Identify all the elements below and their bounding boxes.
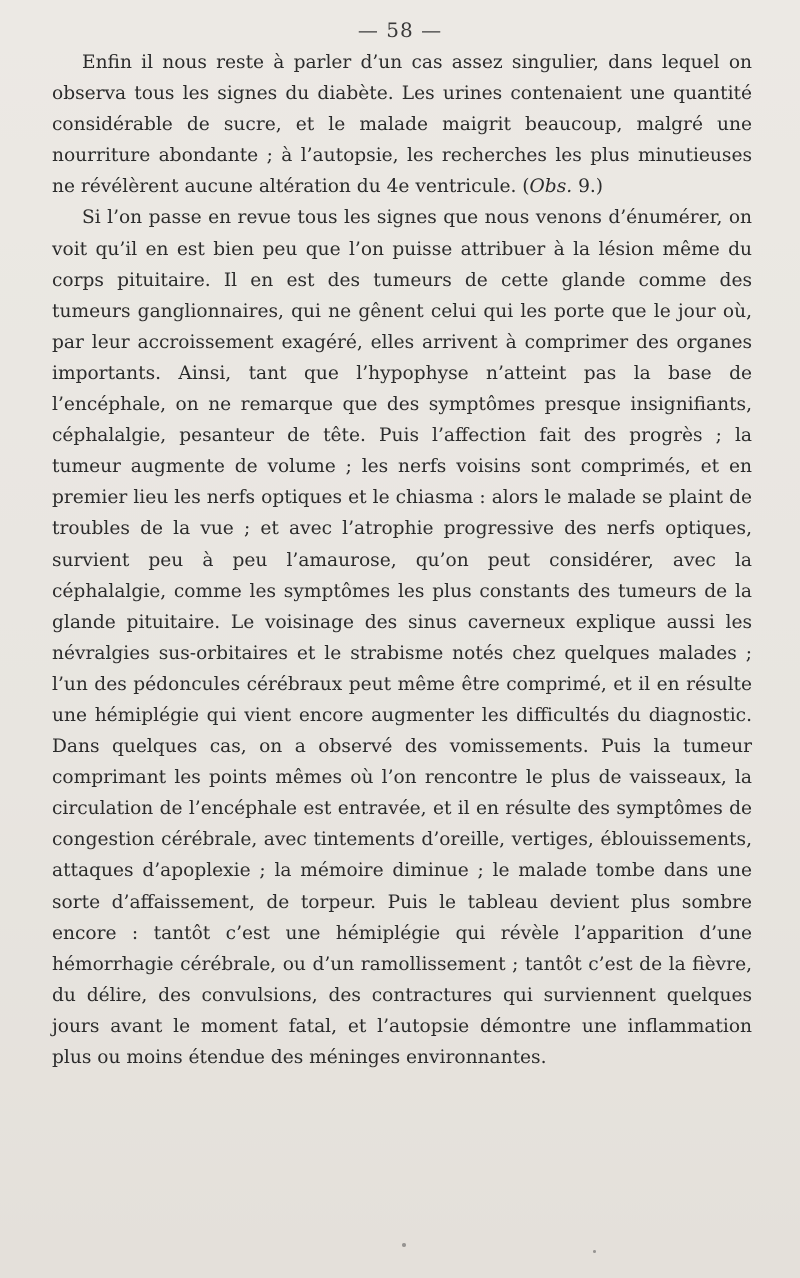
page-number: — 58 — xyxy=(357,18,443,42)
paragraph-1-tail: 9.) xyxy=(572,176,604,198)
paragraph-1 xyxy=(52,47,752,202)
obs-reference: Obs. xyxy=(529,176,573,198)
paragraph-2: Si l’on passe en revue tous les signes que nous venons d’énumérer, on voit qu’il en est bien peu que l’on puisse attribuer à la lésion même du corps pituitaire. Il en est des tumeurs de cette glande comme des tumeurs ganglionnaires, qui ne gênent celui qui les porte que le jour où, par leur accroissement exagéré, elles arrivent à comprimer des organes importants. Ainsi, tant que l’hypophyse n’atteint pas la base de l’encéphale, on ne remarque que des symptômes presque insignifiants, céphalalgie, pesanteur de tête. Puis l’affection fait des progrès ; la tumeur augmente de volume ; les nerfs voisins sont comprimés, et en premier lieu les nerfs optiques et le chiasma : alors le malade se plaint de troubles de la vue ; et avec l’atrophie progressive des nerfs optiques, survient peu à peu l’amaurose, qu’on peut considérer, avec la céphalalgie, comme les symptômes les plus constants des tumeurs de la glande pituitaire. Le voisinage des sinus caverneux explique aussi les névralgies sus-orbitaires et le strabisme notés chez quelques malades ; l’un des pédoncules cérébraux peut même être comprimé, et il en résulte une hémiplégie qui vient encore augmenter les difficultés du diagnostic. Dans quelques cas, on a observé des vomissements. Puis la tumeur comprimant les points mêmes où l’on rencontre le plus de vaisseaux, la circulation de l’encéphale est entravée, et il en résulte des symptômes de congestion cérébrale, avec tintements d’oreille, vertiges, éblouissements, attaques d’apoplexie ; la mémoire diminue ; le malade tombe dans une sorte d’affaissement, de torpeur. Puis le tableau devient plus sombre encore : tantôt c’est une hémiplégie qui révèle l’apparition d’une hémorrhagie cérébrale, ou d’un ramollissement ; tantôt c’est de la fièvre, du délire, des convulsions, des contractures qui surviennent quelques jours avant le moment fatal, et l’autopsie démontre une inflammation plus ou moins étendue des méninges environnantes. xyxy=(52,207,752,1068)
print-speck xyxy=(593,1250,596,1253)
print-speck xyxy=(402,1243,406,1247)
paragraph-1-text: Enfin il nous reste à parler d’un cas assez singulier, dans lequel on observa tous les signes du diabète. Les urines contenaient une quantité considérable de sucre, et le malade maigrit beaucoup, malgré une nourriture abondante ; à l’autopsie, les recherches les plus minutieuses ne révélèrent aucune altération du 4e ventricule. ( xyxy=(52,52,752,198)
body-text xyxy=(52,47,752,1073)
